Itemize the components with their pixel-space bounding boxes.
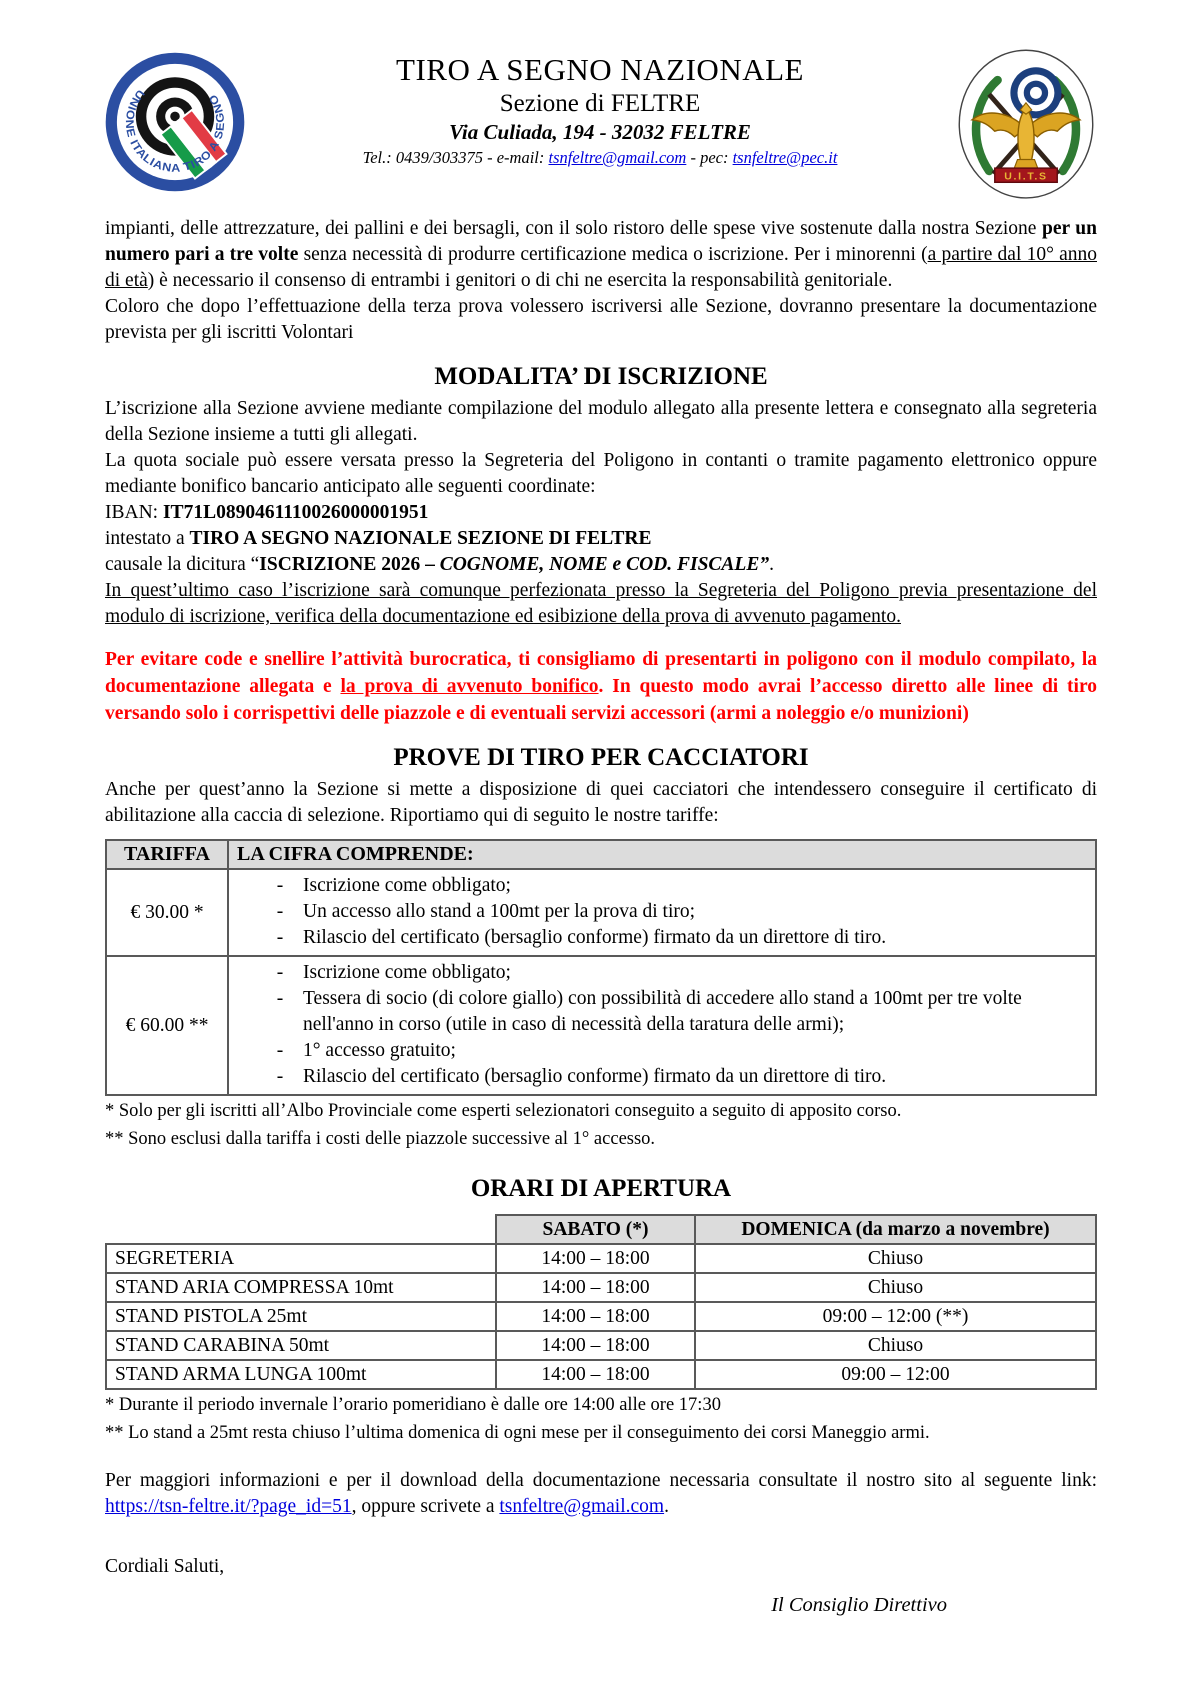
target-icon bbox=[1010, 67, 1061, 118]
sabato-hours: 14:00 – 18:00 bbox=[496, 1331, 695, 1360]
intestato-label: intestato a bbox=[105, 528, 190, 550]
tariffe-header-row bbox=[106, 840, 1096, 869]
causale-bold: ISCRIZIONE 2026 – bbox=[259, 554, 440, 576]
sabato-hours: 14:00 – 18:00 bbox=[496, 1273, 695, 1302]
section-heading-iscrizione: MODALITA’ DI ISCRIZIONE bbox=[434, 363, 768, 391]
list-item-text: Tessera di socio (di colore giallo) con possibilità di accedere allo stand a 100mt per tre volte nell'anno in corso (utile in caso di necessità della taratura delle armi); bbox=[303, 988, 1022, 1036]
dash-bullet: - bbox=[276, 901, 284, 923]
domenica-hours: 09:00 – 12:00 (**) bbox=[695, 1302, 1096, 1331]
sabato-hours: 14:00 – 18:00 bbox=[496, 1302, 695, 1331]
row-label: SEGRETERIA bbox=[106, 1244, 496, 1273]
tariffa-items bbox=[228, 869, 1096, 956]
tariffa-price: € 30.00 * bbox=[106, 869, 228, 956]
list-item-text: Iscrizione come obbligato; bbox=[303, 875, 511, 897]
causale-end: . bbox=[769, 554, 774, 576]
sabato-hours: 14:00 – 18:00 bbox=[496, 1360, 695, 1389]
org-address: Via Culiada, 194 - 32032 FELTRE bbox=[449, 120, 751, 144]
paragraph-text: ) è necessario il consenso di entrambi i genitori o di chi ne esercita la responsabilità genitoriale. bbox=[147, 270, 893, 292]
list-item bbox=[229, 986, 1089, 1038]
intro-paragraph bbox=[105, 216, 1097, 294]
domenica-hours: Chiuso bbox=[695, 1331, 1096, 1360]
banner-text: U.I.T.S bbox=[1004, 170, 1048, 183]
dash-bullet: - bbox=[276, 988, 284, 1010]
signature: Il Consiglio Direttivo bbox=[771, 1594, 947, 1617]
row-label: STAND PISTOLA 25mt bbox=[106, 1302, 496, 1331]
intro-paragraph-2: Coloro che dopo l’effettuazione della terza prova volessero iscriversi alle Sezione, dovranno presentare la documentazione prevista per gli iscritti Volontari bbox=[105, 296, 1097, 344]
list-item-text: Rilascio del certificato (bersaglio conforme) firmato da un direttore di tiro. bbox=[303, 1066, 887, 1088]
table-row bbox=[106, 1331, 1096, 1360]
pec-link[interactable]: tsnfeltre@pec.it bbox=[732, 148, 838, 167]
row-label: STAND ARMA LUNGA 100mt bbox=[106, 1360, 496, 1389]
table-row bbox=[106, 1360, 1096, 1389]
paragraph-text: senza necessità di produrre certificazione medica o iscrizione. Per i minorenni ( bbox=[298, 244, 928, 266]
table-row bbox=[106, 1244, 1096, 1273]
org-contact-line bbox=[245, 146, 955, 169]
causale-bold-italic: COGNOME, NOME e COD. FISCALE” bbox=[439, 554, 770, 576]
tariffa-price: € 60.00 ** bbox=[106, 956, 228, 1095]
table-row bbox=[106, 1273, 1096, 1302]
causale-line bbox=[105, 552, 1097, 578]
info-text: , oppure scrivete a bbox=[351, 1496, 500, 1518]
iscrizione-paragraph-3: In quest’ultimo caso l’iscrizione sarà comunque perfezionata presso la Segreteria del Poligono previa presentazione del modulo di iscrizione, verifica della documentazione ed esibizione della prova di avvenuto pagamento. bbox=[105, 580, 1097, 628]
red-notice bbox=[105, 646, 1097, 727]
table-row bbox=[106, 956, 1096, 1095]
footnote-asterisk: * Durante il periodo invernale l’orario pomeridiano è dalle ore 14:00 alle ore 17:30 bbox=[105, 1395, 721, 1416]
dash-bullet: - bbox=[276, 1040, 284, 1062]
row-label: STAND CARABINA 50mt bbox=[106, 1331, 496, 1360]
footnote-double-asterisk: ** Sono esclusi dalla tariffa i costi delle piazzole successive al 1° accesso. bbox=[105, 1129, 656, 1150]
uits-eagle-logo bbox=[955, 46, 1097, 202]
org-subtitle: Sezione di FELTRE bbox=[499, 90, 701, 117]
empty-header-cell bbox=[106, 1215, 496, 1244]
site-link[interactable]: https://tsn-feltre.it/?page_id=51 bbox=[105, 1496, 352, 1518]
list-item-text: Iscrizione come obbligato; bbox=[303, 962, 511, 984]
list-item bbox=[229, 899, 1089, 925]
uits-roundel-logo bbox=[105, 52, 245, 192]
notice-underlined-text: la prova di avvenuto bonifico bbox=[340, 676, 599, 698]
iscrizione-paragraph-1: L’iscrizione alla Sezione avviene mediante compilazione del modulo allegato alla presente lettera e consegnato alla segreteria della Sezione insieme a tutti gli allegati. bbox=[105, 398, 1097, 446]
iban-line bbox=[105, 500, 1097, 526]
roundel-ring-text: UNIONE ITALIANA TIRO A SEGNO bbox=[122, 86, 228, 175]
footnote-asterisk: * Solo per gli iscritti all’Albo Provinciale come esperti selezionatori conseguito a seguito di apposito corso. bbox=[105, 1101, 902, 1122]
col-header-domenica: DOMENICA (da marzo a novembre) bbox=[695, 1215, 1096, 1244]
notice-text: . In questo modo avrai l’accesso diretto alle linee di tiro versando solo i corrispettivi delle piazzole e di eventuali servizi accessori (armi a noleggio e/o munizioni) bbox=[105, 676, 1097, 725]
list-item bbox=[229, 873, 1089, 899]
col-header-sabato: SABATO (*) bbox=[496, 1215, 695, 1244]
paragraph-text: impianti, delle attrezzature, dei pallini e dei bersagli, con il solo ristoro delle spese vive sostenute dalla nostra Sezione bbox=[105, 218, 1042, 240]
letterhead bbox=[105, 46, 1097, 202]
list-item bbox=[229, 960, 1089, 986]
dash-bullet: - bbox=[276, 1066, 284, 1088]
domenica-hours: 09:00 – 12:00 bbox=[695, 1360, 1096, 1389]
orari-table bbox=[105, 1214, 1097, 1390]
table-row bbox=[106, 1302, 1096, 1331]
domenica-hours: Chiuso bbox=[695, 1273, 1096, 1302]
section-heading-cacciatori: PROVE DI TIRO PER CACCIATORI bbox=[393, 744, 809, 772]
underlined-text: a partire dal 10° anno di età bbox=[105, 244, 1097, 292]
uits-banner bbox=[995, 168, 1057, 182]
list-item-text: Un accesso allo stand a 100mt per la prova di tiro; bbox=[303, 901, 696, 923]
list-item-text: 1° accesso gratuito; bbox=[303, 1040, 456, 1062]
sabato-hours: 14:00 – 18:00 bbox=[496, 1244, 695, 1273]
info-paragraph bbox=[105, 1468, 1097, 1520]
email-link[interactable]: tsnfeltre@gmail.com bbox=[548, 148, 687, 167]
list-item bbox=[229, 1064, 1089, 1090]
table-row bbox=[106, 869, 1096, 956]
tariffe-table bbox=[105, 839, 1097, 1096]
bold-text: per un numero pari a tre volte bbox=[105, 218, 1097, 266]
orari-header-row bbox=[106, 1215, 1096, 1244]
letterhead-text bbox=[245, 46, 955, 169]
info-text: Per maggiori informazioni e per il download della documentazione necessaria consultate il nostro sito al seguente link: bbox=[105, 1470, 1097, 1492]
tel-text: Tel.: 0439/303375 - e-mail: bbox=[362, 148, 549, 167]
pec-text: - pec: bbox=[686, 148, 733, 167]
iscrizione-paragraph-2: La quota sociale può essere versata presso la Segreteria del Poligono in contanti o tramite pagamento elettronico oppure mediante bonifico bancario anticipato alle seguenti coordinate: bbox=[105, 450, 1097, 498]
iban-value: IT71L0890461110026000001951 bbox=[162, 502, 429, 524]
domenica-hours: Chiuso bbox=[695, 1244, 1096, 1273]
tariffa-items bbox=[228, 956, 1096, 1095]
section-heading-orari: ORARI DI APERTURA bbox=[470, 1175, 732, 1203]
iban-label: IBAN: bbox=[105, 502, 163, 524]
cacciatori-paragraph: Anche per quest’anno la Sezione si mette a disposizione di quei cacciatori che intendessero conseguire il certificato di abilitazione alla caccia di selezione. Riportiamo qui di seguito le nostre tariffe: bbox=[105, 779, 1097, 827]
list-item bbox=[229, 1038, 1089, 1064]
closing-salutation: Cordiali Saluti, bbox=[105, 1556, 225, 1578]
dash-bullet: - bbox=[276, 875, 284, 897]
info-text: . bbox=[664, 1496, 669, 1518]
notice-text: Per evitare code e snellire l’attività burocratica, ti consigliamo di presentarti in poligono con il modulo compilato, la documentazione allegata e bbox=[105, 649, 1097, 698]
list-item bbox=[229, 925, 1089, 951]
causale-label: causale la dicitura “ bbox=[105, 554, 260, 576]
intestato-value: TIRO A SEGNO NAZIONALE SEZIONE DI FELTRE bbox=[189, 528, 652, 550]
list-item-text: Rilascio del certificato (bersaglio conforme) firmato da un direttore di tiro. bbox=[303, 927, 887, 949]
col-header-comprende: LA CIFRA COMPRENDE: bbox=[228, 840, 1096, 869]
dash-bullet: - bbox=[276, 962, 284, 984]
col-header-tariffa: TARIFFA bbox=[106, 840, 228, 869]
spacer bbox=[105, 202, 1097, 216]
footnote-double-asterisk: ** Lo stand a 25mt resta chiuso l’ultima domenica di ogni mese per il conseguimento dei corsi Maneggio armi. bbox=[105, 1423, 930, 1444]
email-link[interactable]: tsnfeltre@gmail.com bbox=[499, 1496, 665, 1518]
org-title: TIRO A SEGNO NAZIONALE bbox=[396, 52, 804, 87]
dash-bullet: - bbox=[276, 927, 284, 949]
row-label: STAND ARIA COMPRESSA 10mt bbox=[106, 1273, 496, 1302]
intestato-line bbox=[105, 526, 1097, 552]
